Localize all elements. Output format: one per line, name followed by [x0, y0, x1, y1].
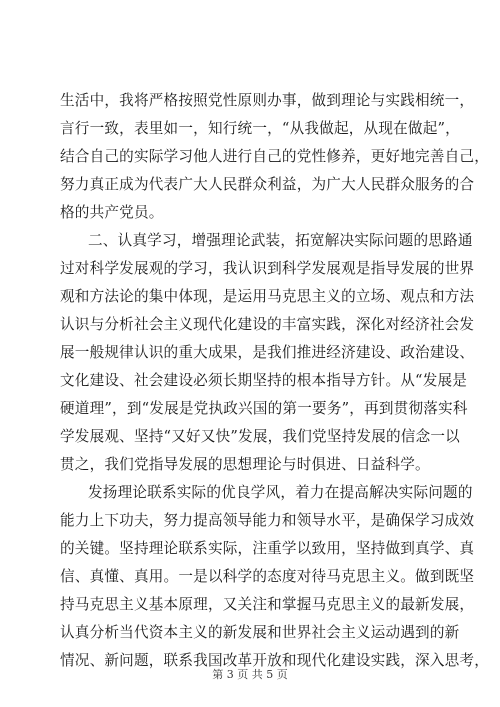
- body-text-line: 过对科学发展观的学习，我认识到科学发展观是指导发展的世界: [60, 260, 475, 277]
- body-text-line: 结合自己的实际学习他人进行自己的党性修养，更好地完善自己，: [60, 148, 490, 165]
- body-text-line: 认识与分析社会主义现代化建设的丰富实践，深化对经济社会发: [60, 316, 475, 333]
- paragraph-first-line: 发扬理论联系实际的优良学风，着力在提高解决实际问题的: [88, 484, 473, 501]
- body-text-line: 信、真懂、真用。一是以科学的态度对待马克思主义。做到既坚: [60, 568, 475, 585]
- body-text-line: 努力真正成为代表广大人民群众利益，为广大人民群众服务的合: [60, 176, 475, 193]
- body-text-line: 认真分析当代资本主义的新发展和世界社会主义运动遇到的新: [60, 624, 460, 641]
- body-text-line: 能力上下功夫，努力提高领导能力和领导水平，是确保学习成效: [60, 512, 475, 529]
- body-text-line: 展一般规律认识的重大成果，是我们推进经济建设、政治建设、: [60, 344, 475, 361]
- body-text-line: 持马克思主义基本原理，又关注和掌握马克思主义的最新发展，: [60, 596, 475, 613]
- paragraph-first-line: 二、认真学习，增强理论武装，拓宽解决实际问题的思路通: [88, 232, 473, 249]
- body-text-line: 学发展观、坚持“又好又快”发展，我们党坚持发展的信念一以: [60, 428, 460, 445]
- body-text-line: 情况、新问题，联系我国改革开放和现代化建设实践，深入思考，: [60, 652, 490, 669]
- body-text-line: 观和方法论的集中体现，是运用马克思主义的立场、观点和方法: [60, 288, 475, 305]
- page-number-footer: 第 3 页 共 5 页: [212, 668, 288, 681]
- body-text-line: 贯之，我们党指导发展的思想理论与时俱进、日益科学。: [60, 456, 430, 473]
- body-text-line: 文化建设、社会建设必须长期坚持的根本指导方针。从“发展是: [60, 372, 468, 389]
- body-text-line: 生活中，我将严格按照党性原则办事，做到理论与实践相统一，: [60, 92, 475, 109]
- body-text-line: 格的共产党员。: [60, 204, 164, 221]
- body-text-line: 的关键。坚持理论联系实际，注重学以致用，坚持做到真学、真: [60, 540, 475, 557]
- body-text-line: 言行一致，表里如一，知行统一，“从我做起，从现在做起”，: [60, 120, 460, 137]
- body-text-line: 硬道理”，到“发展是党执政兴国的第一要务”，再到贯彻落实科: [60, 400, 468, 417]
